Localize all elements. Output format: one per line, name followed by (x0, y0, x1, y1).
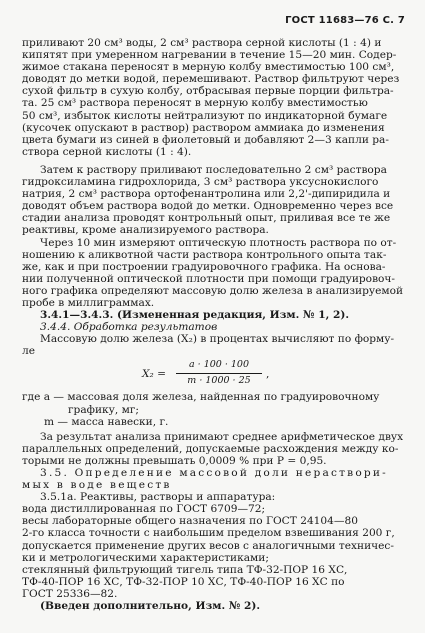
formula-lhs: X₂ = (142, 368, 167, 381)
section-title: мых в воде веществ (22, 479, 172, 492)
paragraph-reagents-added (22, 164, 404, 237)
section-title: 3.5. Определение массовой доли нераствори- (40, 467, 388, 479)
formula-numerator: a · 100 · 100 (176, 359, 262, 373)
text-line: жимое стакана переносят в мерную колбу вместимостью 100 см³, (22, 61, 395, 74)
section-heading: 3.4.4. Обработка результатов (40, 321, 218, 334)
text-line: ного графика определяют массовую долю железа в анализируемой (22, 284, 404, 297)
text-line: натрия, 2 см³ раствора ортофенантролина или 2,2'-дипиридила и (22, 188, 391, 201)
paragraph-scales (22, 515, 404, 563)
text-line: доводят до метки водой, перемешивают. Раствор фильтруют через (22, 73, 400, 86)
amendment-note: 3.4.1—3.4.3. (Измененная редакция, Изм. № 1, 2). (40, 309, 350, 322)
text-line: Через 10 мин измеряют оптическую плотность раствора по от- (40, 236, 397, 249)
text-line: торыми не должны превышать 0,0009 % при P = 0,95. (22, 454, 327, 467)
document-body (22, 37, 404, 612)
text-line: где a — массовая доля железа, найденная по градуировочному (22, 391, 380, 404)
text-line: пробе в миллиграммах. (22, 296, 155, 309)
paragraph-dissolution (22, 37, 404, 158)
paragraph-crucible (22, 564, 404, 600)
paragraph-formula-intro (22, 333, 404, 357)
paragraph-amendment-note (22, 309, 404, 321)
text-line: 2-го класса точности с наибольшим пределом взвешивания 200 г, (22, 527, 395, 540)
text-line: кипятят при умеренном нагревании в течение 15—20 мин. Содер- (22, 49, 397, 62)
paragraph-where (22, 391, 404, 427)
text-line: стеклянный фильтрующий тигель типа ТФ-32-ПОР 16 ХС, (22, 563, 348, 576)
text-line: ле (22, 345, 35, 358)
text-line: m — масса навески, г. (44, 415, 169, 428)
running-header: ГОСТ 11683—76 С. 7 (285, 15, 405, 26)
paragraph-result-accuracy (22, 431, 404, 467)
paragraph-optical-density (22, 237, 404, 310)
text-line: створа серной кислоты (1 : 4). (22, 145, 192, 158)
text-line: 50 см³, избыток кислоты нейтрализуют по индикаторной бумаге (22, 109, 388, 122)
text-line: 3.5.1а. Реактивы, растворы и аппаратура: (40, 491, 276, 504)
text-line: графику, мг; (68, 403, 139, 416)
text-line: доводят объем раствора водой до метки. Одновременно через все (22, 200, 394, 213)
text-line: ношению к аликвотной части раствора контрольного опыта так- (22, 248, 387, 261)
text-line: весы лабораторные общего назначения по ГОСТ 24104—80 (22, 515, 358, 528)
formula-denominator: m · 1000 · 25 (187, 374, 251, 386)
text-line: стадии анализа проводят контрольный опыт, приливая все те же (22, 212, 391, 225)
text-line: Затем к раствору приливают последовательно 2 см³ раствора (40, 163, 387, 176)
text-line: допускается применение других весов с аналогичными техничес- (22, 539, 394, 552)
text-line: вода дистиллированная по ГОСТ 6709—72; (22, 503, 266, 516)
formula-fraction (176, 359, 262, 386)
text-line: ГОСТ 25336—82. (22, 587, 118, 600)
amendment-note: (Введен дополнительно, Изм. № 2). (40, 600, 261, 613)
text-line: (кусочек опускают в раствор) раствором аммиака до изменения (22, 121, 385, 134)
formula-x2 (22, 359, 404, 389)
text-line: же, как и при построении градуировочного графика. На основа- (22, 260, 386, 273)
text-line: сухой фильтр в сухую колбу, отбрасывая первые порции фильтра- (22, 85, 394, 98)
text-line: Массовую долю железа (X₂) в процентах вычисляют по форму- (40, 333, 395, 346)
text-line: гидроксиламина гидрохлорида, 3 см³ раствора уксуснокислого (22, 176, 379, 189)
formula-comma: , (266, 368, 270, 381)
text-line: цвета бумаги из синей в фиолетовый и добавляют 2—3 капли ра- (22, 133, 389, 146)
text-line: параллельных определений, допускаемые расхождения между ко- (22, 442, 399, 455)
text-line: ТФ-40-ПОР 16 ХС, ТФ-32-ПОР 10 ХС, ТФ-40-ПОР 16 ХС по (22, 575, 345, 588)
paragraph-section-3-5 (22, 467, 404, 491)
text-line: ки и метрологическими характеристиками; (22, 551, 269, 564)
text-line: приливают 20 см³ воды, 2 см³ раствора серной кислоты (1 : 4) и (22, 37, 382, 49)
paragraph-introduced-note (22, 600, 404, 612)
text-line: реактивы, кроме анализируемого раствора. (22, 224, 269, 237)
paragraph-results-heading (22, 321, 404, 333)
paragraph-reagents-heading (22, 491, 404, 503)
text-line: та. 25 см³ раствора переносят в мерную колбу вместимостью (22, 97, 368, 110)
text-line: нии полученной оптической плотности при помощи градуировоч- (22, 272, 395, 285)
text-line: За результат анализа принимают среднее арифметическое двух (40, 430, 404, 443)
paragraph-water (22, 503, 404, 515)
